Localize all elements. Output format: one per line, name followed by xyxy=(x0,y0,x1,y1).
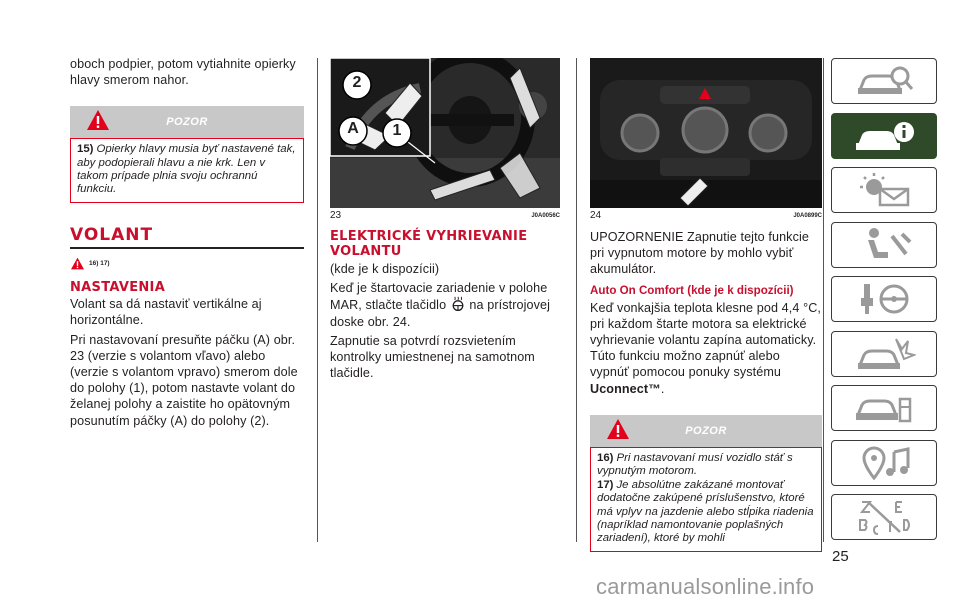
warning-title: POZOR xyxy=(685,424,727,437)
warning-text-17: Je absolútne zakázané montovať dodatočne zakúpené príslušenstvo, ktoré má vplyv na jazdenie alebo stĺpika riadenia (napríklad namontovanie poplašných zariadení), ktoré by mohli xyxy=(597,479,814,545)
sidebar-tab-emergency[interactable] xyxy=(831,331,937,377)
car-info-icon xyxy=(852,117,916,155)
car-collision-icon xyxy=(852,335,916,373)
usage-text-b: na prístrojovej doske obr. 24. xyxy=(330,298,551,329)
column-divider-1 xyxy=(317,58,318,542)
column-1 xyxy=(70,52,304,432)
col2-body xyxy=(330,261,560,381)
section-title-heated-wheel: ELEKTRICKÉ VYHRIEVANIE VOLANTU xyxy=(330,229,528,259)
refs-row xyxy=(70,257,304,270)
car-search-icon xyxy=(852,62,916,100)
col3-body xyxy=(590,229,822,278)
figure-24-code: J0A0899C xyxy=(793,212,822,219)
warning-text-15: Opierky hlavy musia byť nastavené tak, aby podopierali hlavu a nie krk. Len v takom prípade plnia svoju ochrannú funkciu. xyxy=(77,143,296,196)
warning-block-2 xyxy=(590,415,822,552)
chapter-sidebar xyxy=(831,58,937,549)
heated-steering-wheel-icon xyxy=(450,296,466,312)
warning-body xyxy=(70,138,304,203)
sidebar-tab-warning-lights[interactable] xyxy=(831,167,937,213)
auto-on-comfort-title: Auto On Comfort (kde je k dispozícii) xyxy=(590,283,794,297)
sidebar-tab-car-search[interactable] xyxy=(831,58,937,104)
warning-header xyxy=(590,415,822,447)
paragraph-heated-wheel-usage xyxy=(330,280,560,330)
figure-24-number: 24 xyxy=(590,210,602,221)
car-seat-wrench-icon xyxy=(852,226,916,264)
auto-text-end: . xyxy=(660,381,665,396)
sidebar-tab-safety[interactable] xyxy=(831,222,937,268)
volant-section xyxy=(70,225,304,249)
paragraph-adjust-intro: Volant sa dá nastaviť vertikálne aj horizontálne. xyxy=(70,297,262,328)
warning-triangle-icon xyxy=(606,418,630,440)
warning-ref-15: 15) xyxy=(77,143,94,156)
warning-title: POZOR xyxy=(166,116,208,129)
warning-item-17 xyxy=(597,479,815,545)
warning-body xyxy=(590,447,822,552)
figure-24-dashboard-photo xyxy=(590,58,822,208)
intro-paragraph: oboch podpier, potom vytiahnite opierky hlavy smerom nahor. xyxy=(70,57,296,88)
sidebar-tab-starting-driving[interactable] xyxy=(831,276,937,322)
warning-ref-17: 17) xyxy=(597,479,614,492)
col1-body xyxy=(70,296,304,429)
media-gps-icon xyxy=(852,444,916,482)
warning-header xyxy=(70,106,304,138)
paragraph-auto-on-comfort xyxy=(590,300,822,397)
page-number: 25 xyxy=(832,548,849,565)
warning-block-1 xyxy=(70,106,304,203)
climate-panel-illustration xyxy=(590,58,822,208)
availability-note: (kde je k dispozícii) xyxy=(330,262,440,276)
column-divider-2 xyxy=(576,58,577,542)
section-rule xyxy=(70,247,304,249)
usage-text-a: Keď je štartovacie zariadenie v polohe MAR, stlačte tlačidlo xyxy=(330,281,548,313)
figure-23-number: 23 xyxy=(330,210,342,221)
column-3 xyxy=(590,58,822,552)
warning-ref-16: 16) xyxy=(597,451,614,464)
warning-light-envelope-icon xyxy=(852,171,916,209)
callout-2: 2 xyxy=(352,74,362,91)
sidebar-tab-multimedia[interactable] xyxy=(831,440,937,486)
alphabet-index-icon xyxy=(852,498,916,536)
car-service-icon xyxy=(852,389,916,427)
figure-23-caption xyxy=(330,210,560,221)
figure-24-caption xyxy=(590,210,822,221)
paragraph-battery-warning: UPOZORNENIE Zapnutie tejto funkcie pri vypnutom motore by mohlo vybiť akumulátor. xyxy=(590,230,809,277)
paragraph-confirmation: Zapnutie sa potvrdí rozsvietením kontrolky umiestnenej na samotnom tlačidle. xyxy=(330,333,535,381)
figure-23-code: J0A0056C xyxy=(531,212,560,219)
sidebar-tab-index[interactable] xyxy=(831,494,937,540)
warning-triangle-icon xyxy=(86,109,110,131)
spark-plug-steering-wheel-icon xyxy=(852,280,916,318)
sidebar-tab-maintenance[interactable] xyxy=(831,385,937,431)
sidebar-tab-car-info[interactable] xyxy=(831,113,937,159)
figure-23-steering-wheel-photo xyxy=(330,58,560,208)
section-title-volant: VOLANT xyxy=(70,225,154,246)
warning-refs: 16) 17) xyxy=(89,260,110,268)
callout-1: 1 xyxy=(392,122,402,139)
column-divider-3 xyxy=(823,58,824,542)
warning-item-16 xyxy=(597,452,815,478)
warning-text-16: Pri nastavovaní musí vozidlo stáť s vypnutým motorom. xyxy=(597,451,793,478)
subsection-title-nastavenia: NASTAVENIA xyxy=(70,280,166,296)
watermark: carmanualsonline.info xyxy=(596,574,815,599)
callout-a: A xyxy=(347,120,359,137)
paragraph-adjust-steps: Pri nastavovaní presuňte páčku (A) obr. 23 (verzie s volantom vľavo) alebo (verzie s volantom vpravo) smerom dole do polohy (1), potom nastavte volant do želanej polohy a zaistite ho opätovným posunutím páčky (A) do polohy (2). xyxy=(70,332,298,428)
auto-text-uconnect: Uconnect™ xyxy=(590,381,661,396)
auto-text-a: Keď vonkajšia teplota klesne pod 4,4 °C, pri každom štarte motora sa elektrické vyhrievanie volantu zapína automaticky. Túto funkciu možno zapnúť alebo vypnúť pomocou ponuky systému xyxy=(590,300,822,380)
steering-wheel-illustration xyxy=(330,58,560,208)
column-2 xyxy=(330,58,560,384)
warning-triangle-icon xyxy=(70,257,85,270)
